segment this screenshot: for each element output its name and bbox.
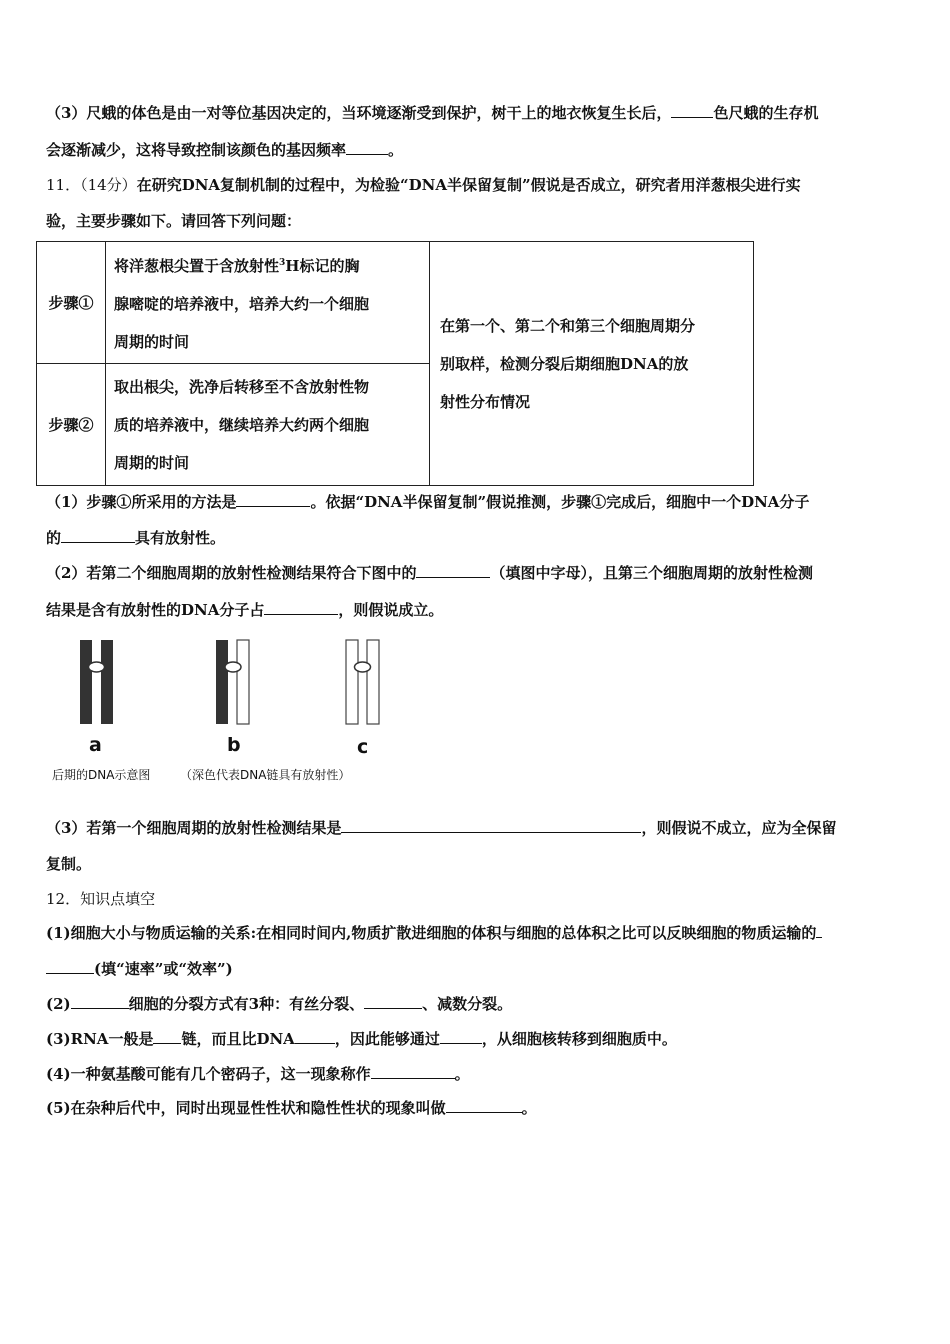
answer-blank[interactable] [46,958,94,974]
step1-text: 腺嘧啶的培养液中，培养大约一个细胞 [114,295,370,313]
figure-label-b: b [227,734,241,756]
answer-blank[interactable] [440,1028,482,1044]
q12-item1-line2 [46,958,233,979]
answer-blank[interactable] [346,139,388,155]
q12-text: 。 [454,1065,470,1083]
q12-text: (5)在杂种后代中，同时出现显性性状和隐性性状的现象叫做 [46,1099,446,1117]
step1-text: H标记的胸 [285,257,360,275]
q11-part1-line2 [46,527,225,548]
answer-blank[interactable] [236,491,310,507]
q11-intro-line2 [46,211,301,231]
result-cell [430,242,754,486]
step2-text: 取出根尖，洗净后转移至不含放射性物 [114,377,370,396]
answer-blank[interactable] [153,1028,181,1044]
answer-blank[interactable] [371,1063,455,1079]
q10-part3-line1 [46,102,818,123]
dna-c [346,640,379,724]
steps-table [36,241,754,486]
q11-part2-line1 [46,562,813,583]
q11-text: （2）若第二个细胞周期的放射性检测结果符合下图中的 [46,564,417,582]
q10-text: （3）尺蛾的体色是由一对等位基因决定的，当环境逐渐受到保护，树干上的地衣恢复生长后， [46,104,672,122]
step2-text: 质的培养液中，继续培养大约两个细胞 [114,415,370,434]
figure-caption-right: （深色代表DNA链具有放射性） [180,768,351,782]
answer-blank[interactable] [341,817,641,833]
q12-text: ，因此能够通过 [334,1030,440,1048]
q12-text: (4)一种氨基酸可能有几个密码子，这一现象称作 [46,1065,371,1083]
q12-text: (1)细胞大小与物质运输的关系:在相同时间内,物质扩散进细胞的体积与细胞的总体积之比可以反映细胞的物质运输的 [46,924,817,942]
q11-part3-line2 [46,854,91,874]
answer-blank[interactable] [71,993,129,1009]
q11-text: 具有放射性。 [135,529,226,547]
q11-text: （3）若第一个细胞周期的放射性检测结果是 [46,819,342,837]
answer-blank[interactable] [295,1028,335,1044]
dna-b [216,640,249,724]
step1-text: 周期的时间 [114,333,190,351]
q12-item1-line1 [46,922,822,943]
q11-text: （填图中字母），且第三个细胞周期的放射性检测 [490,564,813,582]
answer-blank[interactable] [416,562,490,578]
q11-text: ，则假说不成立，应为全保留 [641,819,837,837]
superscript: 3 [279,258,286,268]
answer-blank[interactable] [816,922,822,938]
q11-text: 的 [46,529,62,547]
q12-text: 、减数分裂。 [422,995,513,1013]
step1-desc [106,242,430,364]
q12-text: (2) [46,995,71,1013]
result-text: 射性分布情况 [440,392,531,411]
q11-part3-line1 [46,817,836,838]
answer-blank[interactable] [61,527,135,543]
q12-item2 [46,993,512,1014]
step2-desc [106,364,430,486]
q12-text: (填“速率”或“效率”) [94,960,233,978]
q10-text: 会逐渐减少，这将导致控制该颜色的基因频率 [46,141,347,159]
answer-blank[interactable] [364,993,422,1009]
result-text: 别取样，检测分裂后期细胞DNA的放 [440,354,689,373]
q11-text: 。依据“DNA半保留复制”假说推测，步骤①完成后，细胞中一个DNA分子 [310,493,810,511]
q11-intro-line1 [46,175,801,195]
q11-text: 复制。 [46,855,92,873]
dna-a [80,640,113,724]
answer-blank[interactable] [671,102,713,118]
q12-title: 12．知识点填空 [46,890,156,908]
table-row [37,242,754,364]
q10-text: 。 [388,141,404,159]
figure-label-a: a [89,734,102,756]
q12-item3 [46,1028,677,1049]
q11-intro: 验，主要步骤如下。请回答下列问题： [46,212,302,230]
q10-text: 色尺蛾的生存机 [713,104,819,122]
q12-text: 链，而且比DNA [181,1030,295,1048]
q11-text: 结果是含有放射性的DNA分子占 [46,601,265,619]
step2-text: 周期的时间 [114,453,190,472]
q12-text: 。 [521,1099,537,1117]
q12-item5 [46,1097,537,1118]
figure-label-c: c [357,736,369,758]
q11-text: （1）步骤①所采用的方法是 [46,493,237,511]
q11-intro: 在研究DNA复制机制的过程中，为检验“DNA半保留复制”假说是否成立，研究者用洋葱根尖进行实 [136,176,801,194]
q11-part1-line1 [46,491,809,512]
q12-item4 [46,1063,470,1084]
step2-name: 步骤② [37,364,106,486]
q11-part2-line2 [46,599,443,620]
figure-caption-left: 后期的DNA示意图 [52,768,151,782]
q10-part3-line2 [46,139,403,160]
answer-blank[interactable] [446,1097,522,1113]
dna-figure [50,632,410,792]
q12-text: (3)RNA一般是 [46,1030,154,1048]
q12-text: ，从细胞核转移到细胞质中。 [481,1030,677,1048]
step1-text: 将洋葱根尖置于含放射性 [114,257,280,275]
result-text: 在第一个、第二个和第三个细胞周期分 [440,316,696,335]
question-number: 11．（14分） [46,176,137,194]
answer-blank[interactable] [264,599,338,615]
q11-text: ，则假说成立。 [338,601,444,619]
q12-text: 细胞的分裂方式有3种：有丝分裂、 [128,995,365,1013]
step1-name: 步骤① [37,242,106,364]
